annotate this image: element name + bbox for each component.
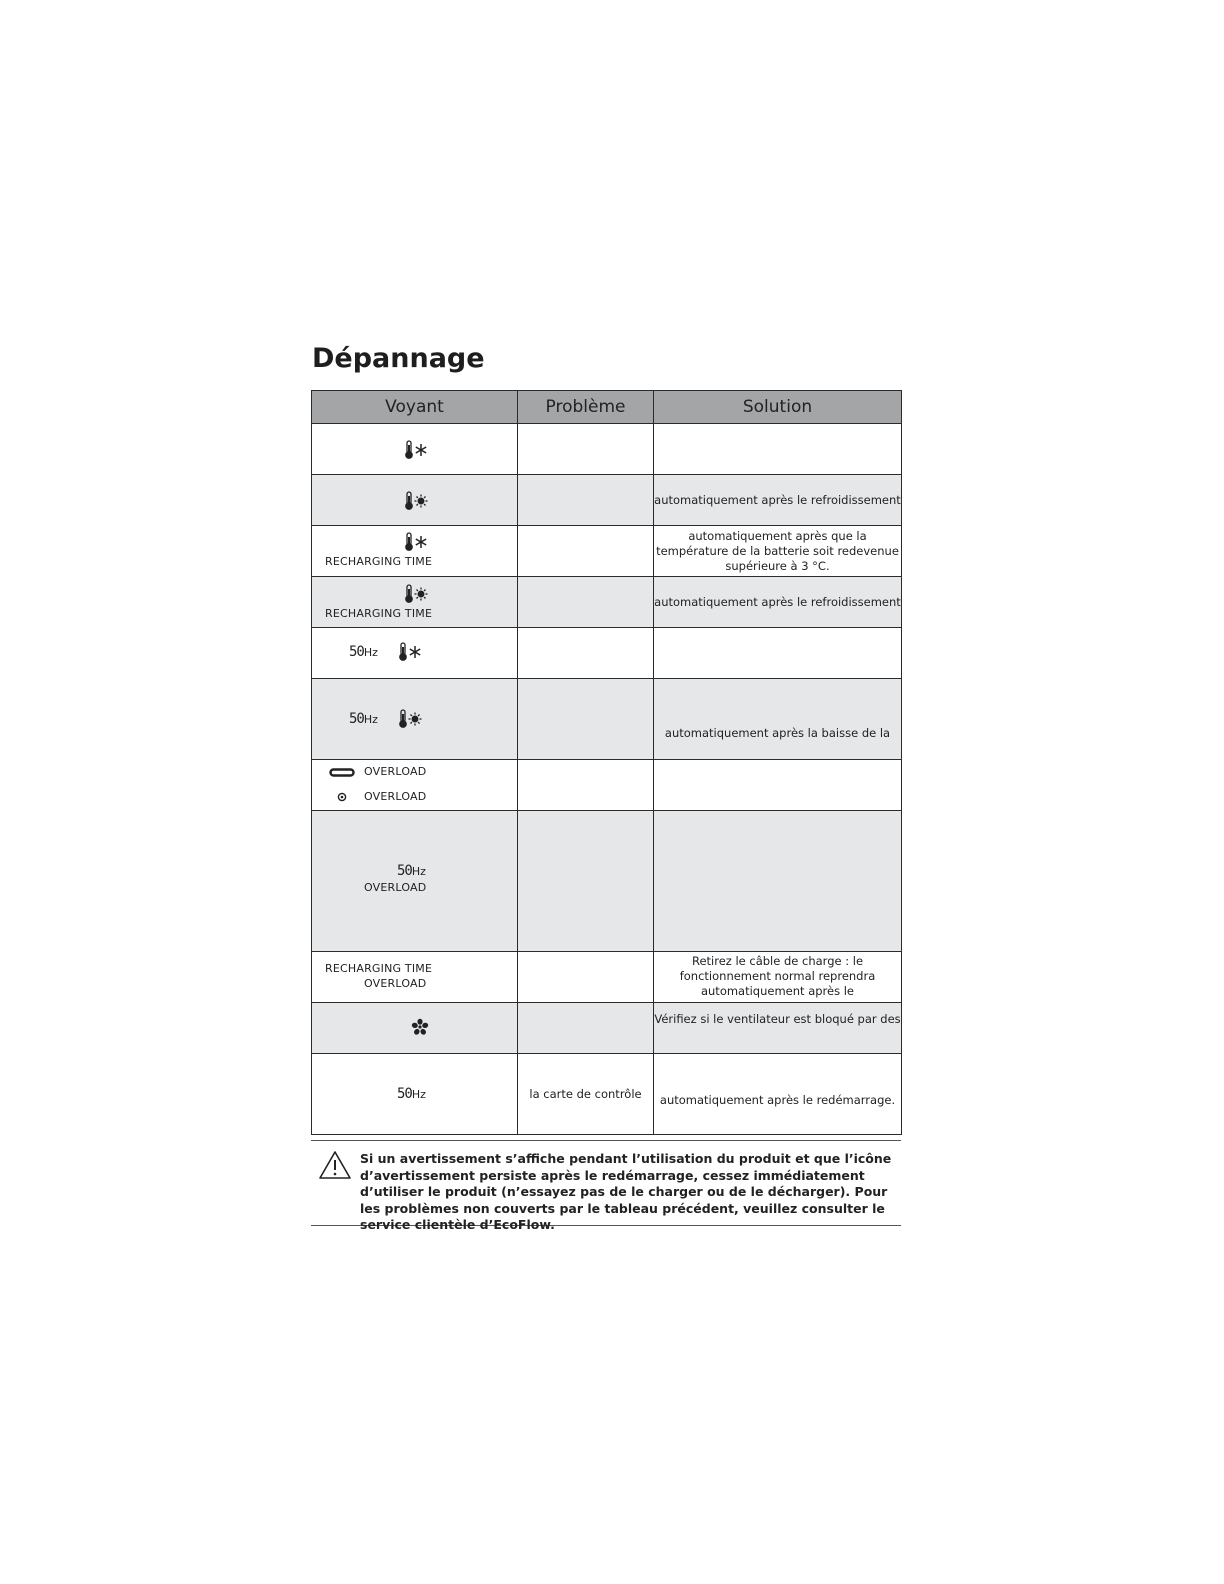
problem-cell [518, 577, 654, 628]
table-row [312, 424, 902, 475]
thermometer-icon [406, 585, 412, 602]
thermometer-sun-icon [398, 709, 424, 729]
table-row [312, 679, 902, 760]
table-row [312, 1003, 902, 1054]
table-row [312, 475, 902, 526]
indicator-cell [312, 424, 518, 475]
snowflake-icon [416, 536, 426, 548]
thermometer-sun-icon [404, 491, 430, 511]
solution-cell [654, 811, 902, 952]
frequency-readout [397, 863, 426, 879]
table-row [312, 760, 902, 811]
table-row [312, 952, 902, 1003]
recharging-time-label: RECHARGING TIME [325, 607, 433, 620]
fan-icon [411, 1018, 429, 1036]
table-row [312, 628, 902, 679]
frequency-unit: Hz [411, 1088, 426, 1101]
problem-cell [518, 679, 654, 760]
solution-cell [654, 424, 902, 475]
frequency-unit: Hz [411, 865, 426, 878]
solution-cell [654, 628, 902, 679]
indicator-cell [312, 577, 518, 628]
indicator-cell [312, 628, 518, 679]
solution-cell: Retirez le câble de charge : le fonctionnement normal reprendra automatiquement après le [654, 952, 902, 1003]
thermometer-sun-icon [404, 584, 430, 604]
frequency-value: 50 [349, 711, 364, 727]
indicator-cell [312, 526, 518, 577]
solution-cell: automatiquement après la baisse de la [654, 679, 902, 760]
frequency-value: 50 [349, 644, 364, 660]
usb-c-port-icon [329, 768, 355, 777]
problem-cell [518, 811, 654, 952]
snowflake-icon [416, 444, 426, 456]
page-title: Dépannage [312, 343, 485, 374]
solution-cell: automatiquement après le redémarrage. [654, 1054, 902, 1135]
header-probleme: Problème [518, 391, 654, 424]
warning-triangle-icon [318, 1150, 352, 1180]
thermometer-snowflake-icon [404, 440, 430, 460]
problem-cell [518, 424, 654, 475]
header-solution: Solution [654, 391, 902, 424]
sun-icon [415, 495, 428, 508]
table-row [312, 811, 902, 952]
thermometer-icon [406, 441, 412, 458]
indicator-cell [312, 1003, 518, 1054]
thermometer-snowflake-icon [398, 642, 424, 662]
recharging-time-label: RECHARGING TIME [325, 555, 433, 568]
snowflake-icon [410, 646, 420, 658]
table-row [312, 577, 902, 628]
frequency-readout [397, 1086, 426, 1102]
header-voyant: Voyant [312, 391, 518, 424]
thermometer-icon [406, 492, 412, 509]
table-row [312, 1054, 902, 1135]
solution-cell: automatiquement après le refroidissement [654, 475, 902, 526]
warning-notice [311, 1140, 901, 1232]
solution-cell: automatiquement après que la température de la batterie soit redevenue supérieure à 3 °C. [654, 526, 902, 577]
frequency-unit: Hz [363, 646, 378, 659]
table-header-row [312, 391, 902, 424]
problem-cell [518, 952, 654, 1003]
problem-cell [518, 628, 654, 679]
problem-cell [518, 1003, 654, 1054]
frequency-readout [349, 644, 378, 660]
overload-label: OVERLOAD [364, 881, 427, 894]
thermometer-icon [400, 643, 406, 660]
solution-cell: Vérifiez si le ventilateur est bloqué par des [654, 1003, 902, 1054]
problem-cell: la carte de contrôle [518, 1054, 654, 1135]
frequency-value: 50 [397, 1086, 412, 1102]
sun-icon [415, 588, 428, 601]
frequency-unit: Hz [363, 713, 378, 726]
sun-icon [409, 713, 422, 726]
indicator-cell [312, 952, 518, 1003]
solution-cell [654, 760, 902, 811]
problem-cell [518, 475, 654, 526]
indicator-cell [312, 475, 518, 526]
problem-cell [518, 526, 654, 577]
recharging-time-label: RECHARGING TIME [325, 962, 433, 975]
frequency-readout [349, 711, 378, 727]
overload-label: OVERLOAD [364, 977, 427, 990]
usb-c-overload-label: OVERLOAD [364, 765, 427, 778]
thermometer-icon [400, 710, 406, 727]
troubleshooting-table [311, 390, 902, 1135]
solution-cell: automatiquement après le refroidissement [654, 577, 902, 628]
indicator-cell [312, 760, 518, 811]
thermometer-icon [406, 533, 412, 550]
indicator-cell [312, 1054, 518, 1135]
dc-overload-label: OVERLOAD [364, 790, 427, 803]
problem-cell [518, 760, 654, 811]
indicator-cell [312, 679, 518, 760]
warning-text: Si un avertissement s’affiche pendant l’utilisation du produit et que l’icône d’avertissement persiste après le redémarrage, cessez immédiatement d’utiliser le produit (n’essayez pas de le charger ou de le décharger). Pour les problèmes non couverts par le tableau précédent, veuillez consulter le service clientèle d’EcoFlow. [360, 1151, 892, 1232]
indicator-cell [312, 811, 518, 952]
frequency-value: 50 [397, 863, 412, 879]
dc-port-icon [337, 792, 347, 802]
table-row [312, 526, 902, 577]
thermometer-snowflake-icon [404, 532, 430, 552]
